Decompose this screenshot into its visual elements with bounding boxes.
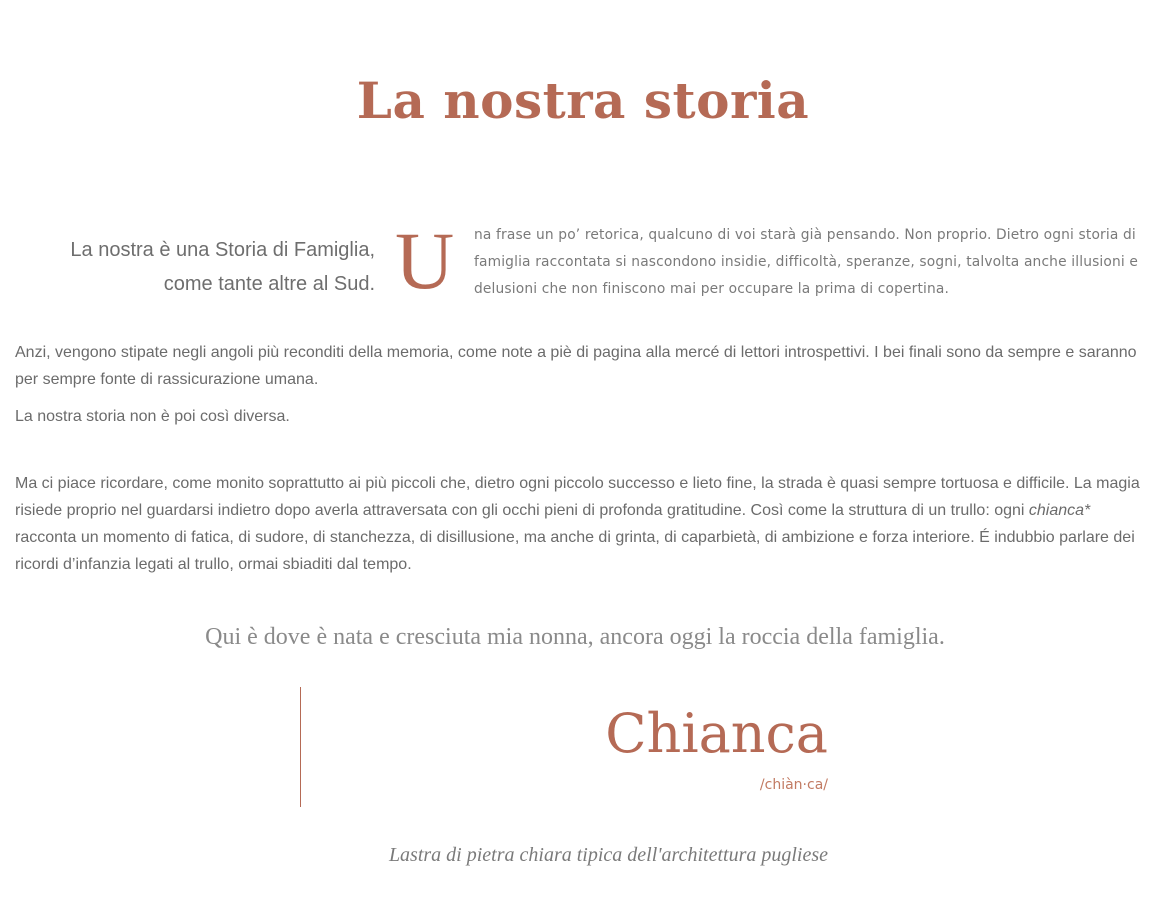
story-paragraph-3: [15, 470, 1145, 578]
chianca-emphasis: chianca*: [1028, 502, 1091, 519]
intro-text: na frase un po’ retorica, qualcuno di voi starà già pensando. Non proprio. Dietro ogni storia di famiglia raccontata si nascondono insidie, difficoltà, speranze, sogni, talvolta anche illusioni e delusioni che non finiscono mai per occupare la prima di copertina.: [474, 227, 1139, 297]
glossary-pronunciation: /chiàn·ca/: [759, 777, 828, 793]
page-title: La nostra storia: [356, 71, 810, 130]
family-quote: Qui è dove è nata e cresciuta mia nonna, ancora oggi la roccia della famiglia.: [205, 624, 945, 650]
intro-lead: La nostra è una Storia di Famiglia, come tante altre al Sud.: [70, 239, 375, 295]
drop-cap: U: [395, 215, 455, 306]
glossary-definition: Lastra di pietra chiara tipica dell'architettura pugliese: [388, 844, 828, 866]
glossary-divider: [300, 687, 301, 807]
glossary-term: Chianca: [605, 702, 828, 765]
story-paragraph-3-start: Ma ci piace ricordare, come monito soprattutto ai più piccoli che, dietro ogni piccolo successo e lieto fine, la strada è quasi sempre tortuosa e difficile. La magia risiede proprio nel guardarsi indietro dopo averla attraversata con gli occhi pieni di profonda gratitudine. Così come la struttura di un trullo: ogni: [15, 475, 1140, 519]
story-paragraph-1: Anzi, vengono stipate negli angoli più reconditi della memoria, come note a piè di pagina alla mercé di lettori introspettivi. I bei finali sono da sempre e saranno per sempre fonte di rassicurazione umana.: [15, 344, 1137, 388]
story-paragraph-3-end: racconta un momento di fatica, di sudore, di stanchezza, di disillusione, ma anche di grinta, di caparbietà, di ambizione e forza interiore. É indubbio parlare dei ricordi d’infanzia legati al trullo, ormai sbiaditi dal tempo.: [15, 529, 1135, 573]
story-paragraph-2: La nostra storia non è poi così diversa.: [15, 408, 290, 425]
